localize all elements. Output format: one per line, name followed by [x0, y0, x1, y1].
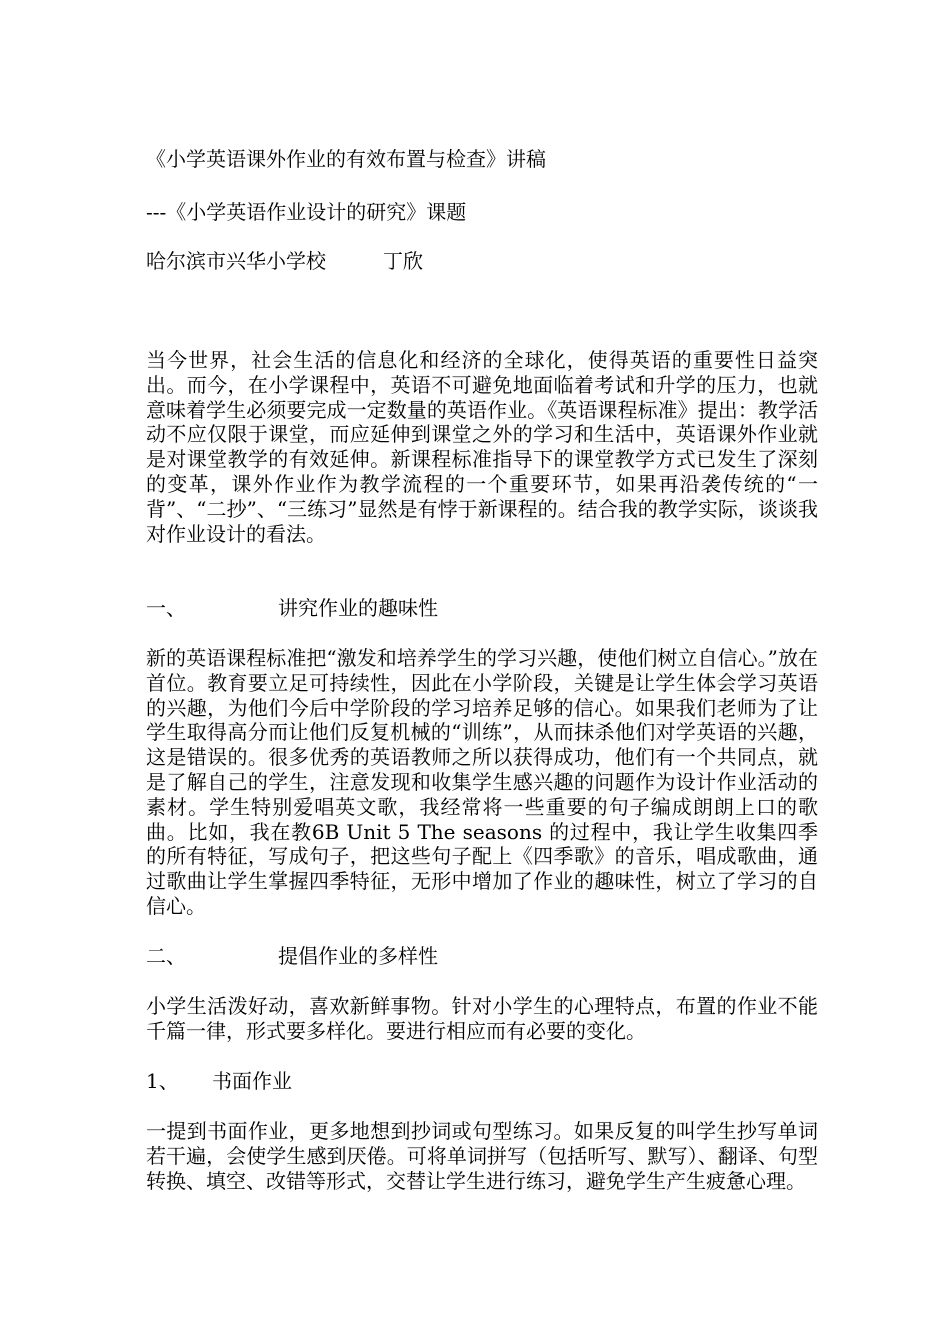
subsection-1-number: 1、 [146, 1069, 179, 1093]
section-1-number: 一、 [146, 596, 186, 620]
section-2-heading: 提倡作业的多样性 [278, 944, 438, 968]
subsection-1-body: 一提到书面作业，更多地想到抄词或句型练习。如果反复的叫学生抄写单词若干遍，会使学生感到厌倦。可将单词拼写（包括听写、默写）、翻译、句型转换、填空、改错等形式，交替让学生进行练习，避免学生产生疲惫心理。 [146, 1119, 818, 1193]
author-name: 丁欣 [383, 249, 423, 273]
document-subtitle: ---《小学英语作业设计的研究》课题 [146, 200, 467, 224]
intro-paragraph: 当今世界，社会生活的信息化和经济的全球化，使得英语的重要性日益突出。而今，在小学课程中，英语不可避免地面临着考试和升学的压力，也就意味着学生必须要完成一定数量的英语作业。《英语课程标准》提出：教学活动不应仅限于课堂，而应延伸到课堂之外的学习和生活中，英语课外作业就是对课堂教学的有效延伸。新课程标准指导下的课堂教学方式已发生了深刻的变革，课外作业作为教学流程的一个重要环节，如果再沿袭传统的“一背”、“二抄”、“三练习”显然是有悖于新课程的。结合我的教学实际，谈谈我对作业设计的看法。 [146, 348, 818, 546]
section-1-heading: 讲究作业的趣味性 [278, 596, 438, 620]
author-school: 哈尔滨市兴华小学校 [146, 249, 326, 273]
section-2-number: 二、 [146, 944, 186, 968]
section-1-body: 新的英语课程标准把“激发和培养学生的学习兴趣，使他们树立自信心。”放在首位。教育要立足可持续性，因此在小学阶段，关键是让学生体会学习英语的兴趣，为他们今后中学阶段的学习培养足够的信心。如果我们老师为了让学生取得高分而让他们反复机械的“训练”，从而抹杀他们对学英语的兴趣，这是错误的。很多优秀的英语教师之所以获得成功，他们有一个共同点，就是了解自己的学生，注意发现和收集学生感兴趣的问题作为设计作业活动的素材。学生特别爱唱英文歌，我经常将一些重要的句子编成朗朗上口的歌曲。比如，我在教6B Unit 5 The seasons 的过程中，我让学生收集四季的所有特征，写成句子，把这些句子配上《四季歌》的音乐，唱成歌曲，通过歌曲让学生掌握四季特征，无形中增加了作业的趣味性，树立了学习的自信心。 [146, 646, 818, 918]
subsection-1-heading: 书面作业 [212, 1069, 292, 1093]
section-2-body: 小学生活泼好动，喜欢新鲜事物。针对小学生的心理特点，布置的作业不能千篇一律，形式要多样化。要进行相应而有必要的变化。 [146, 994, 818, 1043]
document-title: 《小学英语课外作业的有效布置与检查》讲稿 [146, 147, 546, 171]
